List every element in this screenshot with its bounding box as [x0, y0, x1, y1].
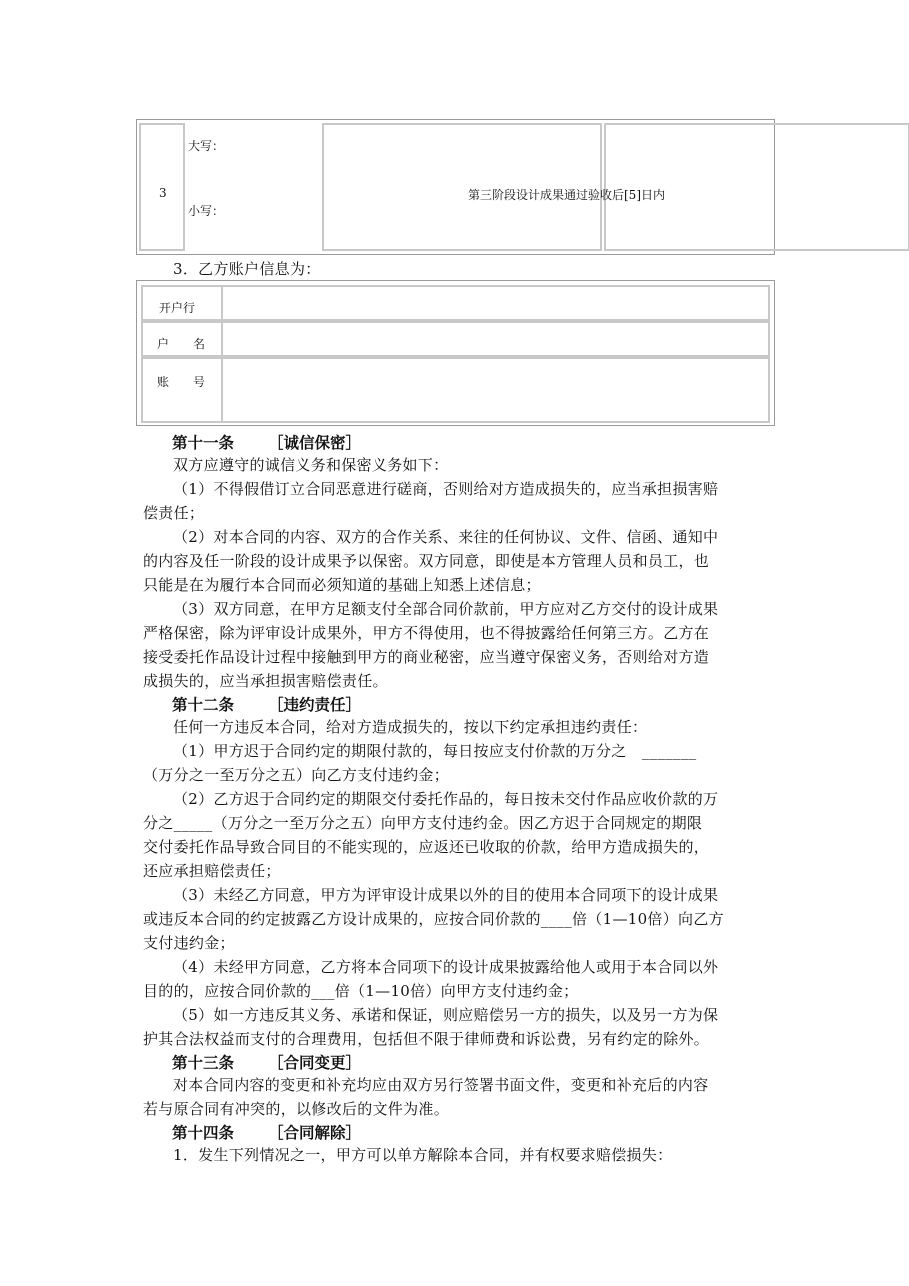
s11-line: 的内容及任一阶段的设计成果予以保密。双方同意，即使是本方管理人员和员工，也 — [143, 552, 710, 570]
s11-line: （2）对本合同的内容、双方的合作关系、来往的任何协议、文件、信函、通知中 — [173, 528, 719, 546]
section-13-title: 第十三条 — [172, 1054, 235, 1072]
section-14-heading — [172, 1121, 361, 1143]
s12-line: 目的的，应按合同价款的___倍（1—10倍）向甲方支付违约金； — [143, 982, 579, 1000]
s11-line: （1）不得假借订立合同恶意进行磋商，否则给对方造成损失的，应当承担损害赔 — [173, 480, 719, 498]
s12-line: （5）如一方违反其义务、承诺和保证，则应赔偿另一方的损失，以及另一方为保 — [173, 1006, 719, 1024]
s11-line: 接受委托作品设计过程中接触到甲方的商业秘密，应当遵守保密义务，否则给对方造 — [143, 648, 710, 666]
section-12-subject: ［违约责任］ — [268, 696, 362, 714]
s12-line: 任何一方违反本合同，给对方造成损失的，按以下约定承担违约责任： — [173, 718, 648, 736]
s12-line: 或违反本合同的约定披露乙方设计成果的，应按合同价款的____倍（1—10倍）向乙方 — [143, 910, 724, 928]
table-divider — [221, 285, 223, 422]
account-name-label: 户 名 — [157, 337, 206, 351]
s12-line: （3）未经乙方同意，甲方为评审设计成果以外的目的使用本合同项下的设计成果 — [173, 886, 719, 904]
section-13-heading — [172, 1051, 361, 1073]
section-11-title: 第十一条 — [172, 434, 235, 452]
account-intro: 3．乙方账户信息为： — [173, 260, 321, 278]
s12-line: 支付违约金； — [143, 934, 235, 952]
s12-line: 交付委托作品导致合同目的不能实现的，应返还已收取的价款，给甲方造成损失的， — [143, 838, 710, 856]
s12-line: （万分之一至万分之五）向乙方支付违约金； — [143, 766, 450, 784]
stage-number: 3 — [159, 186, 167, 200]
account-number-label: 账 号 — [157, 375, 206, 389]
s12-line: （1）甲方迟于合同约定的期限付款的，每日按应支付价款的万分之 _______ — [173, 742, 697, 760]
s12-line: 分之_____（万分之一至万分之五）向甲方支付违约金。因乙方迟于合同规定的期限 — [143, 814, 703, 832]
payment-stage-table — [136, 119, 775, 255]
section-11-heading — [172, 431, 361, 453]
section-11-subject: ［诚信保密］ — [268, 434, 362, 452]
s11-line: 成损失的，应当承担损害赔偿责任。 — [143, 672, 388, 690]
amount-xiaoxie-label: 小写： — [188, 204, 225, 218]
account-info-table — [136, 280, 775, 426]
s12-line: 还应承担赔偿责任； — [143, 862, 281, 880]
s14-line: 1．发生下列情况之一，甲方可以单方解除本合同，并有权要求赔偿损失： — [173, 1146, 673, 1164]
row-bank — [141, 285, 770, 321]
payment-condition: 第三阶段设计成果通过验收后[5]日内 — [468, 188, 665, 202]
s12-line: （4）未经甲方同意，乙方将本合同项下的设计成果披露给他人或用于本合同以外 — [173, 958, 719, 976]
s12-line: 护其合法权益而支付的合理费用，包括但不限于律师费和诉讼费，另有约定的除外。 — [143, 1030, 710, 1048]
bank-label: 开户行 — [159, 301, 196, 315]
amount-daxie-label: 大写： — [188, 139, 225, 153]
s12-line: （2）乙方迟于合同约定的期限交付委托作品的，每日按未交付作品应收价款的万 — [173, 790, 719, 808]
section-14-subject: ［合同解除］ — [268, 1124, 362, 1142]
s13-line: 对本合同内容的变更和补充均应由双方另行签署书面文件，变更和补充后的内容 — [173, 1076, 709, 1094]
section-14-title: 第十四条 — [172, 1124, 235, 1142]
section-12-heading — [172, 693, 361, 715]
s11-line: 严格保密，除为评审设计成果外，甲方不得使用，也不得披露给任何第三方。乙方在 — [143, 624, 710, 642]
s11-line: 双方应遵守的诚信义务和保密义务如下： — [173, 456, 449, 474]
row-name — [141, 321, 770, 357]
s11-line: （3）双方同意，在甲方足额支付全部合同价款前，甲方应对乙方交付的设计成果 — [173, 600, 719, 618]
section-13-subject: ［合同变更］ — [268, 1054, 362, 1072]
section-12-title: 第十二条 — [172, 696, 235, 714]
s11-line: 偿责任； — [143, 504, 205, 522]
s13-line: 若与原合同有冲突的，以修改后的文件为准。 — [143, 1100, 450, 1118]
row-number — [141, 357, 770, 423]
s11-line: 只能是在为履行本合同而必须知道的基础上知悉上述信息； — [143, 576, 541, 594]
